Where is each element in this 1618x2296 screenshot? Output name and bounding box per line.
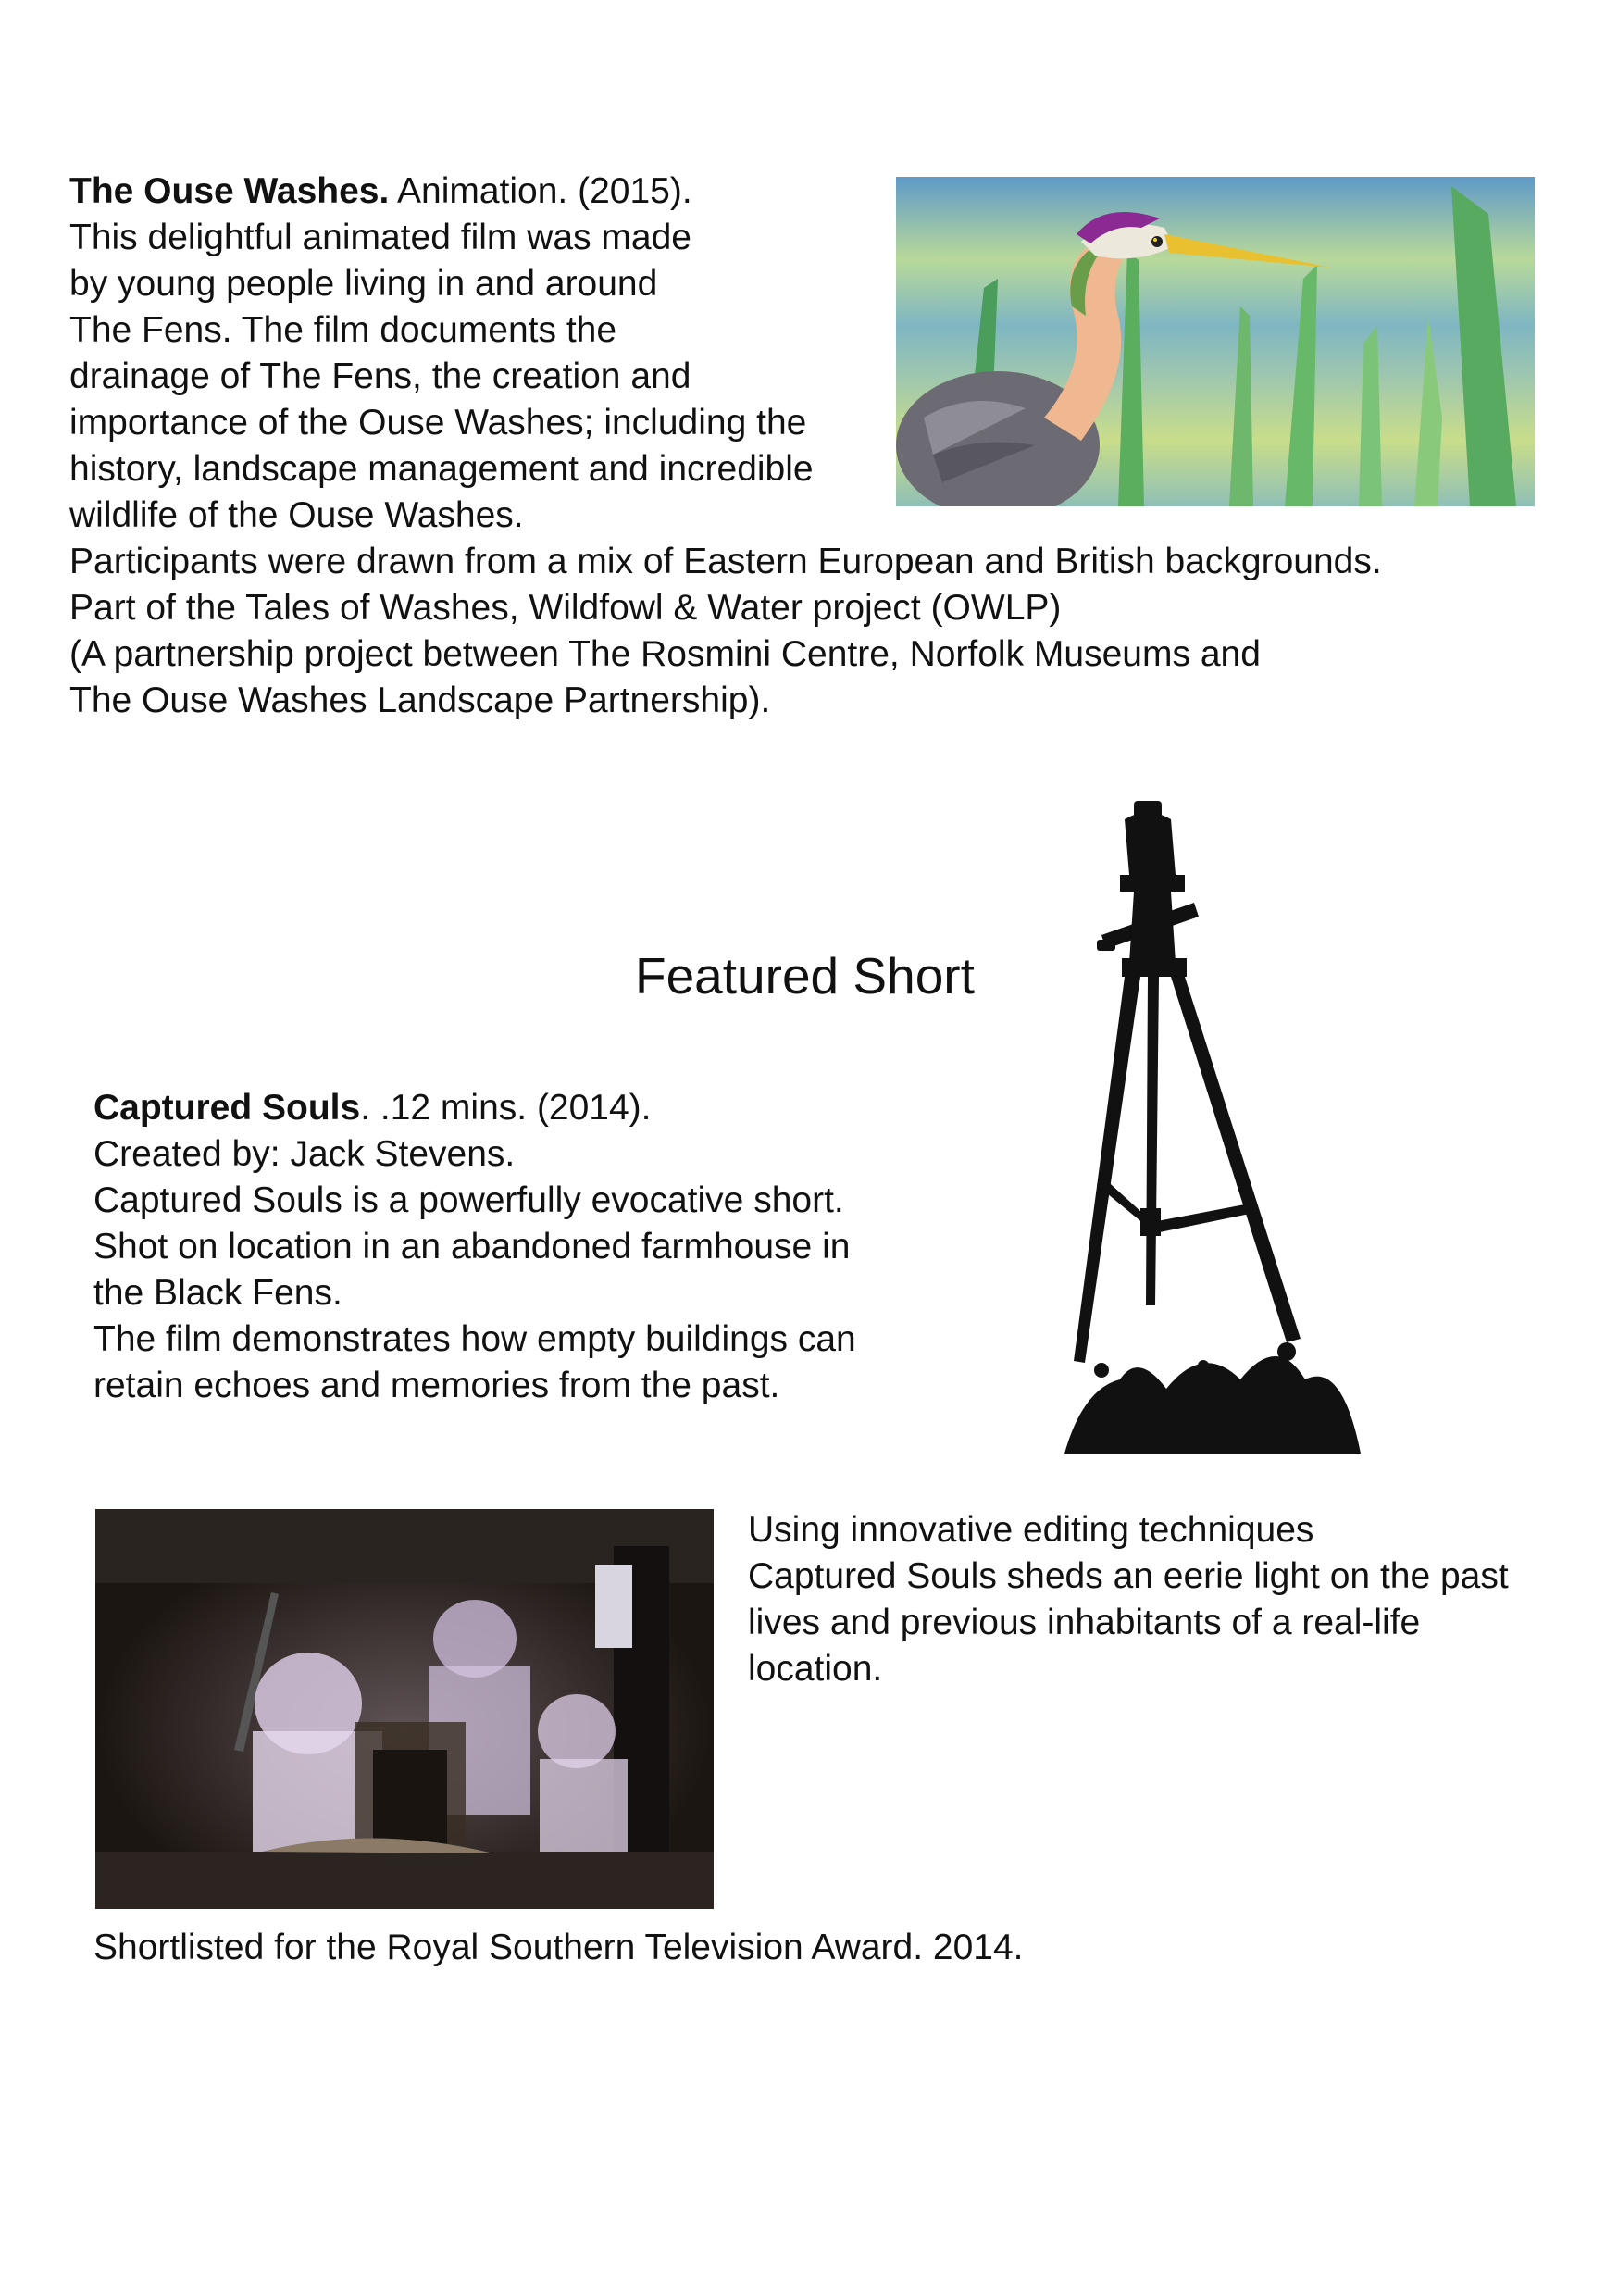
captured-souls-title: Captured Souls: [93, 1088, 361, 1128]
featured-short-heading: Featured Short: [635, 947, 975, 1004]
editing-line: Captured Souls sheds an eerie light on the past: [748, 1556, 1509, 1596]
ouse-washes-line: by young people living in and around: [69, 264, 658, 304]
captured-souls-line: The film demonstrates how empty buildings can: [93, 1319, 856, 1359]
ouse-washes-line: (A partnership project between The Rosmini Centre, Norfolk Museums and: [69, 634, 1261, 674]
captured-souls-line: the Black Fens.: [93, 1273, 342, 1313]
captured-souls-title-suffix: . .12 mins. (2014).: [360, 1088, 652, 1128]
ouse-washes-line: The Ouse Washes Landscape Partnership).: [69, 680, 771, 720]
captured-souls-line: Captured Souls is a powerfully evocative short.: [93, 1180, 844, 1220]
captured-souls-description: [93, 1085, 856, 1409]
ouse-washes-line: wildlife of the Ouse Washes.: [69, 495, 524, 535]
ouse-washes-title-suffix: Animation. (2015).: [389, 171, 692, 211]
heron-illustration: [896, 177, 1535, 506]
ouse-washes-line: The Fens. The film documents the: [69, 310, 617, 350]
ouse-washes-line: importance of the Ouse Washes; including the: [69, 403, 807, 443]
captured-souls-film-still: [95, 1509, 714, 1909]
heron-animation-still: [896, 177, 1535, 506]
editing-line: lives and previous inhabitants of a real-life: [748, 1603, 1421, 1642]
camera-tripod-icon: [1064, 787, 1361, 1454]
captured-souls-title-line: [93, 1085, 856, 1131]
ouse-washes-line: history, landscape management and incredible: [69, 449, 814, 489]
editing-line: location.: [748, 1649, 883, 1689]
ouse-washes-title: The Ouse Washes.: [69, 171, 390, 211]
captured-souls-line: Created by: Jack Stevens.: [93, 1134, 516, 1174]
captured-souls-line: retain echoes and memories from the past.: [93, 1366, 780, 1405]
editing-techniques-description: [748, 1507, 1509, 1692]
tripod-image: [1064, 787, 1361, 1454]
captured-souls-line: Shot on location in an abandoned farmhouse in: [93, 1227, 851, 1267]
ouse-washes-line: This delightful animated film was made: [69, 218, 691, 257]
editing-line: Using innovative editing techniques: [748, 1510, 1314, 1550]
ouse-washes-line: Participants were drawn from a mix of Eastern European and British backgrounds.: [69, 542, 1382, 581]
ouse-washes-line: drainage of The Fens, the creation and: [69, 356, 691, 396]
award-note: Shortlisted for the Royal Southern Television Award. 2014.: [93, 1928, 1024, 1967]
film-still-illustration: [95, 1509, 714, 1909]
ouse-washes-line: Part of the Tales of Washes, Wildfowl & Water project (OWLP): [69, 588, 1062, 628]
